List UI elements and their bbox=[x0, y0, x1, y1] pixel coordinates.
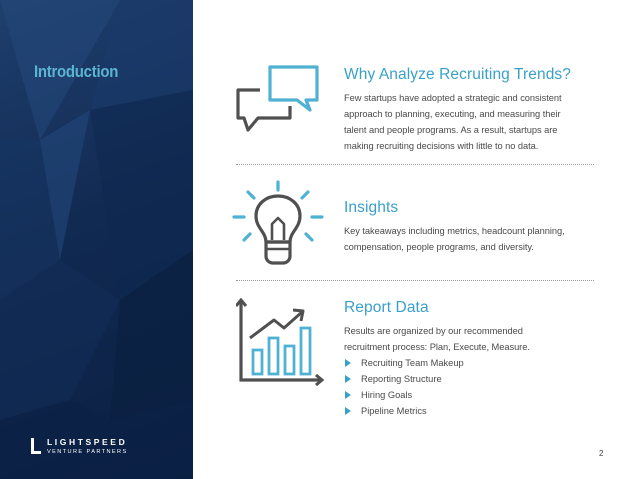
section-title: Introduction bbox=[34, 62, 119, 81]
list-item: Reporting Structure bbox=[344, 371, 599, 387]
heading-report-data: Report Data bbox=[344, 299, 429, 316]
bullet-arrow-icon bbox=[345, 407, 351, 415]
divider bbox=[236, 164, 594, 165]
lightspeed-logo bbox=[31, 438, 128, 455]
section-report-data bbox=[344, 299, 599, 419]
list-item: Recruiting Team Makeup bbox=[344, 355, 599, 371]
section-why-analyze bbox=[344, 66, 599, 154]
growth-chart-icon bbox=[236, 298, 326, 386]
body-why-analyze: Few startups have adopted a strategic and consistent approach to planning, executing, and measuring their talent and people programs. As a result, startups are making recruiting decisions with little to no data. bbox=[344, 93, 562, 151]
body-report-data: Results are organized by our recommended recruitment process: Plan, Execute, Measure. bbox=[344, 326, 530, 352]
bullet-arrow-icon bbox=[345, 391, 351, 399]
sidebar-panel bbox=[0, 0, 193, 479]
bullet-arrow-icon bbox=[345, 375, 351, 383]
report-data-list bbox=[344, 355, 599, 419]
logo-tagline: VENTURE PARTNERS bbox=[47, 448, 128, 455]
page-number: 2 bbox=[599, 449, 604, 458]
section-insights bbox=[344, 199, 599, 255]
list-item: Pipeline Metrics bbox=[344, 403, 599, 419]
list-item: Hiring Goals bbox=[344, 387, 599, 403]
logo-name: LIGHTSPEED bbox=[47, 437, 128, 447]
divider bbox=[236, 280, 594, 281]
heading-why-analyze: Why Analyze Recruiting Trends? bbox=[344, 66, 571, 83]
bullet-arrow-icon bbox=[345, 359, 351, 367]
lightbulb-icon bbox=[232, 180, 324, 266]
body-insights: Key takeaways including metrics, headcount planning, compensation, people programs, and diversity. bbox=[344, 226, 565, 252]
heading-insights: Insights bbox=[344, 199, 399, 216]
chat-bubbles-icon bbox=[234, 62, 324, 134]
lightspeed-mark-icon bbox=[31, 438, 41, 454]
